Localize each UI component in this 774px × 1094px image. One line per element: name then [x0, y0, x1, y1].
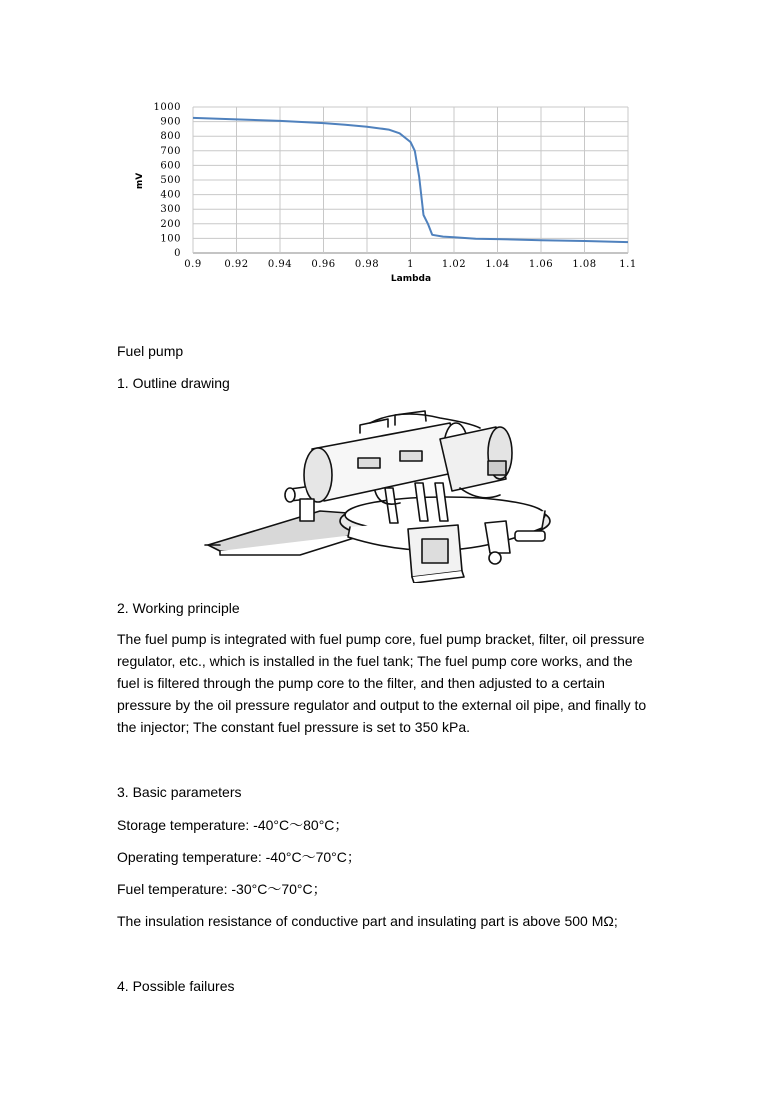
y-tick-label: 200	[160, 218, 181, 230]
y-tick-label: 100	[160, 233, 181, 245]
x-tick-label: 1.08	[572, 259, 597, 270]
working-body: The fuel pump is integrated with fuel pump core, fuel pump bracket, filter, oil pressure regulator, etc., which is installed in the fuel tank; The fuel pump core works, and the fuel is filtered through the pump core to the filter, and then adjusted to a certain pressure by the oil pressure regulator and output to the external oil pipe, and finally to the injector; The constant fuel pressure is set to 350 kPa.	[117, 631, 647, 735]
x-tick-label: 0.9	[184, 259, 202, 270]
y-axis-title: mV	[135, 172, 145, 190]
section-title: Fuel pump	[117, 343, 184, 359]
y-tick-label: 1000	[153, 102, 181, 113]
fuel-pump-outline-drawing	[200, 403, 560, 583]
y-tick-label: 600	[160, 160, 181, 172]
x-tick-label: 1.06	[528, 259, 554, 270]
x-axis-title: Lambda	[390, 274, 432, 284]
x-tick-label: 1.1	[619, 259, 637, 270]
outline-heading: 1. Outline drawing	[117, 375, 230, 391]
x-tick-label: 1.04	[485, 259, 510, 270]
working-heading: 2. Working principle	[117, 600, 240, 616]
y-tick-label: 800	[160, 131, 181, 143]
x-tick-label: 0.92	[224, 259, 249, 270]
insulation-resistance: The insulation resistance of conductive part and insulating part is above 500 MΩ;	[117, 913, 618, 929]
y-tick-label: 700	[160, 145, 181, 157]
lambda-voltage-chart	[120, 98, 650, 288]
y-tick-label: 900	[160, 116, 181, 128]
x-tick-label: 1	[407, 259, 414, 270]
x-tick-label: 1.02	[441, 259, 467, 270]
x-tick-labels	[184, 259, 636, 270]
chart-grid	[193, 107, 628, 253]
operating-temperature: Operating temperature: -40°C～70°C；	[117, 849, 361, 865]
y-tick-label: 500	[160, 175, 181, 186]
y-tick-label: 0	[174, 248, 181, 259]
y-tick-labels	[154, 102, 181, 259]
x-tick-label: 0.94	[267, 259, 293, 270]
y-tick-label: 400	[160, 189, 181, 201]
x-tick-label: 0.98	[354, 259, 380, 270]
y-tick-label: 300	[160, 204, 181, 216]
params-heading: 3. Basic parameters	[117, 784, 242, 800]
storage-temperature: Storage temperature: -40°C～80°C；	[117, 817, 349, 833]
fuel-temperature: Fuel temperature: -30°C～70°C；	[117, 881, 327, 897]
x-tick-label: 0.96	[311, 259, 336, 270]
failures-heading: 4. Possible failures	[117, 978, 235, 994]
